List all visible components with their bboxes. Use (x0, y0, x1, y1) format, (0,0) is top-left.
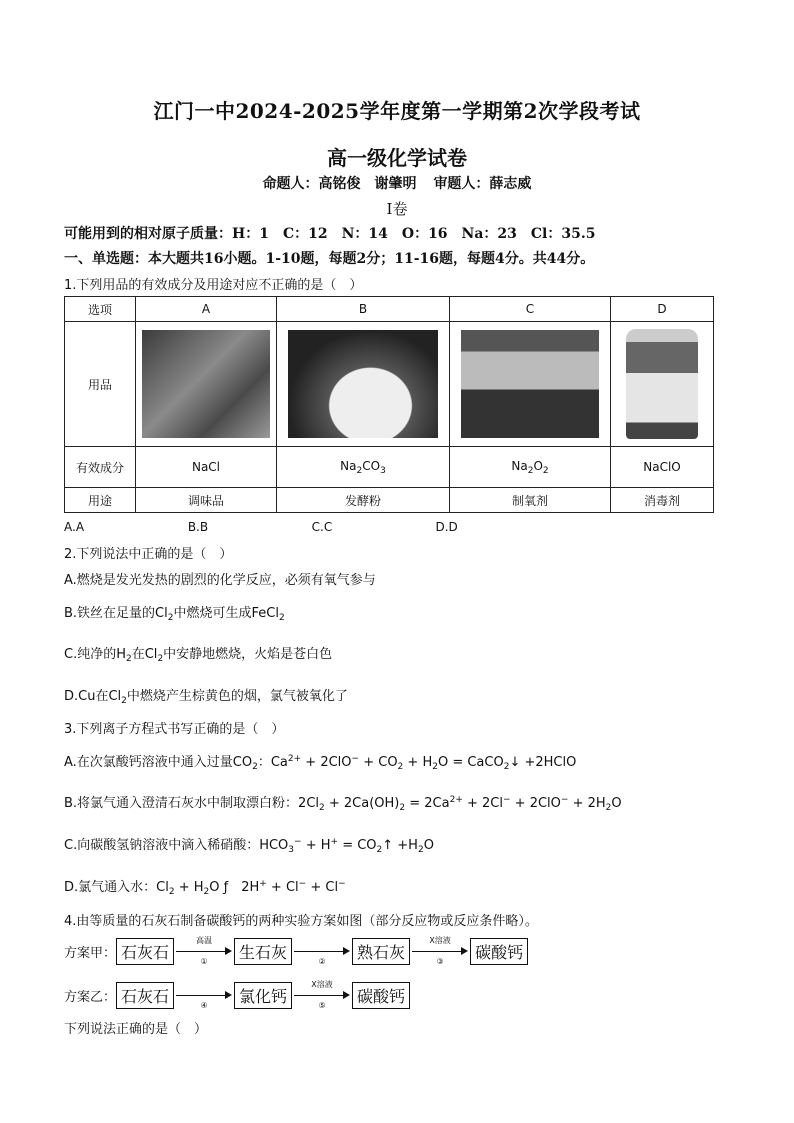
q3-option-c[interactable]: C.向碳酸氢钠溶液中滴入稀硝酸：$HCO_3^- + H^+$ = $CO_2↑ +H_2O$ (64, 837, 434, 855)
q1-option-b[interactable]: B.B (187, 520, 209, 534)
ingredient-d: NaClO (611, 447, 714, 488)
arrow-4: ④ (176, 989, 232, 1003)
disinfectant-bottle-image (626, 329, 698, 439)
col-b: B (277, 297, 450, 322)
oxygen-agent-package-image (461, 330, 599, 438)
q1-table (64, 296, 714, 513)
row-header-option: 选项 (65, 297, 136, 322)
atomic-masses: 可能用到的相对原子质量：H：1 C：12 N：14 O：16 Na：23 Cl：35.5 (64, 226, 596, 242)
arrow-1: 高温 ① (176, 945, 232, 959)
volume-label: Ⅰ卷 (386, 200, 408, 218)
col-d: D (611, 297, 714, 322)
q2-stem: 2.下列说法中正确的是（ ） (64, 547, 233, 562)
plan-b-step-1: 石灰石 (116, 982, 174, 1009)
baking-soda-package-image (288, 330, 438, 438)
plan-a-flow (64, 935, 528, 966)
q1-stem: 1.下列用品的有效成分及用途对应不正确的是（ ） (64, 278, 363, 293)
use-d: 消毒剂 (611, 488, 714, 513)
plan-a-step-2: 生石灰 (234, 938, 292, 965)
q3-option-a[interactable]: A.在次氯酸钙溶液中通入过量$CO_2$：$Ca^{2+} + 2ClO^- + CO_2 + H_2O$ = CaCO$_2$↓ +2HClO (64, 754, 577, 772)
col-c: C (450, 297, 611, 322)
row-header-ingredient: 有效成分 (65, 447, 136, 488)
q1-option-a[interactable]: A.A (64, 520, 85, 534)
col-a: A (136, 297, 277, 322)
use-b: 发酵粉 (277, 488, 450, 513)
ingredient-a: NaCl (136, 447, 277, 488)
section-heading: 一、单选题：本大题共16小题。1-10题，每题2分；11-16题，每题4分。共44分。 (64, 251, 595, 267)
authors-line (0, 173, 794, 193)
ingredient-c: $Na_2O_2$ (450, 447, 611, 488)
row-header-item: 用品 (65, 322, 136, 447)
salt-package-image (142, 330, 270, 438)
q4-tail: 下列说法正确的是（ ） (64, 1022, 208, 1037)
use-c: 制氧剂 (450, 488, 611, 513)
plan-b-label: 方案乙： (64, 990, 117, 1005)
q1-option-d[interactable]: D.D (435, 520, 458, 534)
plan-a-step-1: 石灰石 (116, 938, 174, 965)
q3-option-b[interactable]: B.将氯气通入澄清石灰水中制取漂白粉：$2Cl_2 + 2Ca(OH)_2 = 2Ca^{2+} + 2Cl^- + 2ClO^- + 2H_2O$ (64, 795, 622, 813)
plan-b-flow (64, 979, 410, 1010)
ingredient-b: $Na_2CO_3$ (277, 447, 450, 488)
exam-title: 江门一中2024-2025学年度第一学期第2次学段考试 (153, 99, 641, 123)
q2-option-d[interactable]: D.Cu在$Cl_2$中燃烧产生棕黄色的烟，氯气被氧化了 (64, 689, 348, 706)
arrow-5: X溶液 ⑤ (294, 989, 350, 1003)
plan-b-step-2: 氯化钙 (234, 982, 292, 1009)
q2-option-b[interactable]: B.铁丝在足量的$Cl_2$中燃烧可生成FeCl$_2$ (64, 606, 285, 623)
q2-option-a[interactable]: A.燃烧是发光发热的剧烈的化学反应，必须有氧气参与 (64, 573, 376, 588)
row-header-use: 用途 (65, 488, 136, 513)
plan-a-label: 方案甲： (64, 946, 117, 961)
authors: 命题人：高铭俊 谢肇明 (262, 176, 417, 192)
use-a: 调味品 (136, 488, 277, 513)
q3-option-d[interactable]: D.氯气通入水：$Cl_2 + H_2O$ ƒ 2H+ + Cl− + Cl− (64, 879, 346, 897)
q1-option-c[interactable]: C.C (311, 520, 333, 534)
exam-subtitle: 高一级化学试卷 (327, 146, 467, 170)
plan-b-step-3: 碳酸钙 (352, 982, 410, 1009)
plan-a-step-4: 碳酸钙 (470, 938, 528, 965)
q3-stem: 3.下列离子方程式书写正确的是（ ） (64, 722, 285, 737)
plan-a-step-3: 熟石灰 (352, 938, 410, 965)
reviewer: 审题人：薛志威 (433, 176, 532, 192)
q4-stem: 4.由等质量的石灰石制备碳酸钙的两种实验方案如图（部分反应物或反应条件略）。 (64, 914, 538, 929)
q2-option-c[interactable]: C.纯净的$H_2$在$Cl_2$中安静地燃烧，火焰是苍白色 (64, 647, 333, 664)
q1-options (64, 520, 555, 534)
arrow-3: X溶液 ③ (412, 945, 468, 959)
arrow-2: ② (294, 945, 350, 959)
